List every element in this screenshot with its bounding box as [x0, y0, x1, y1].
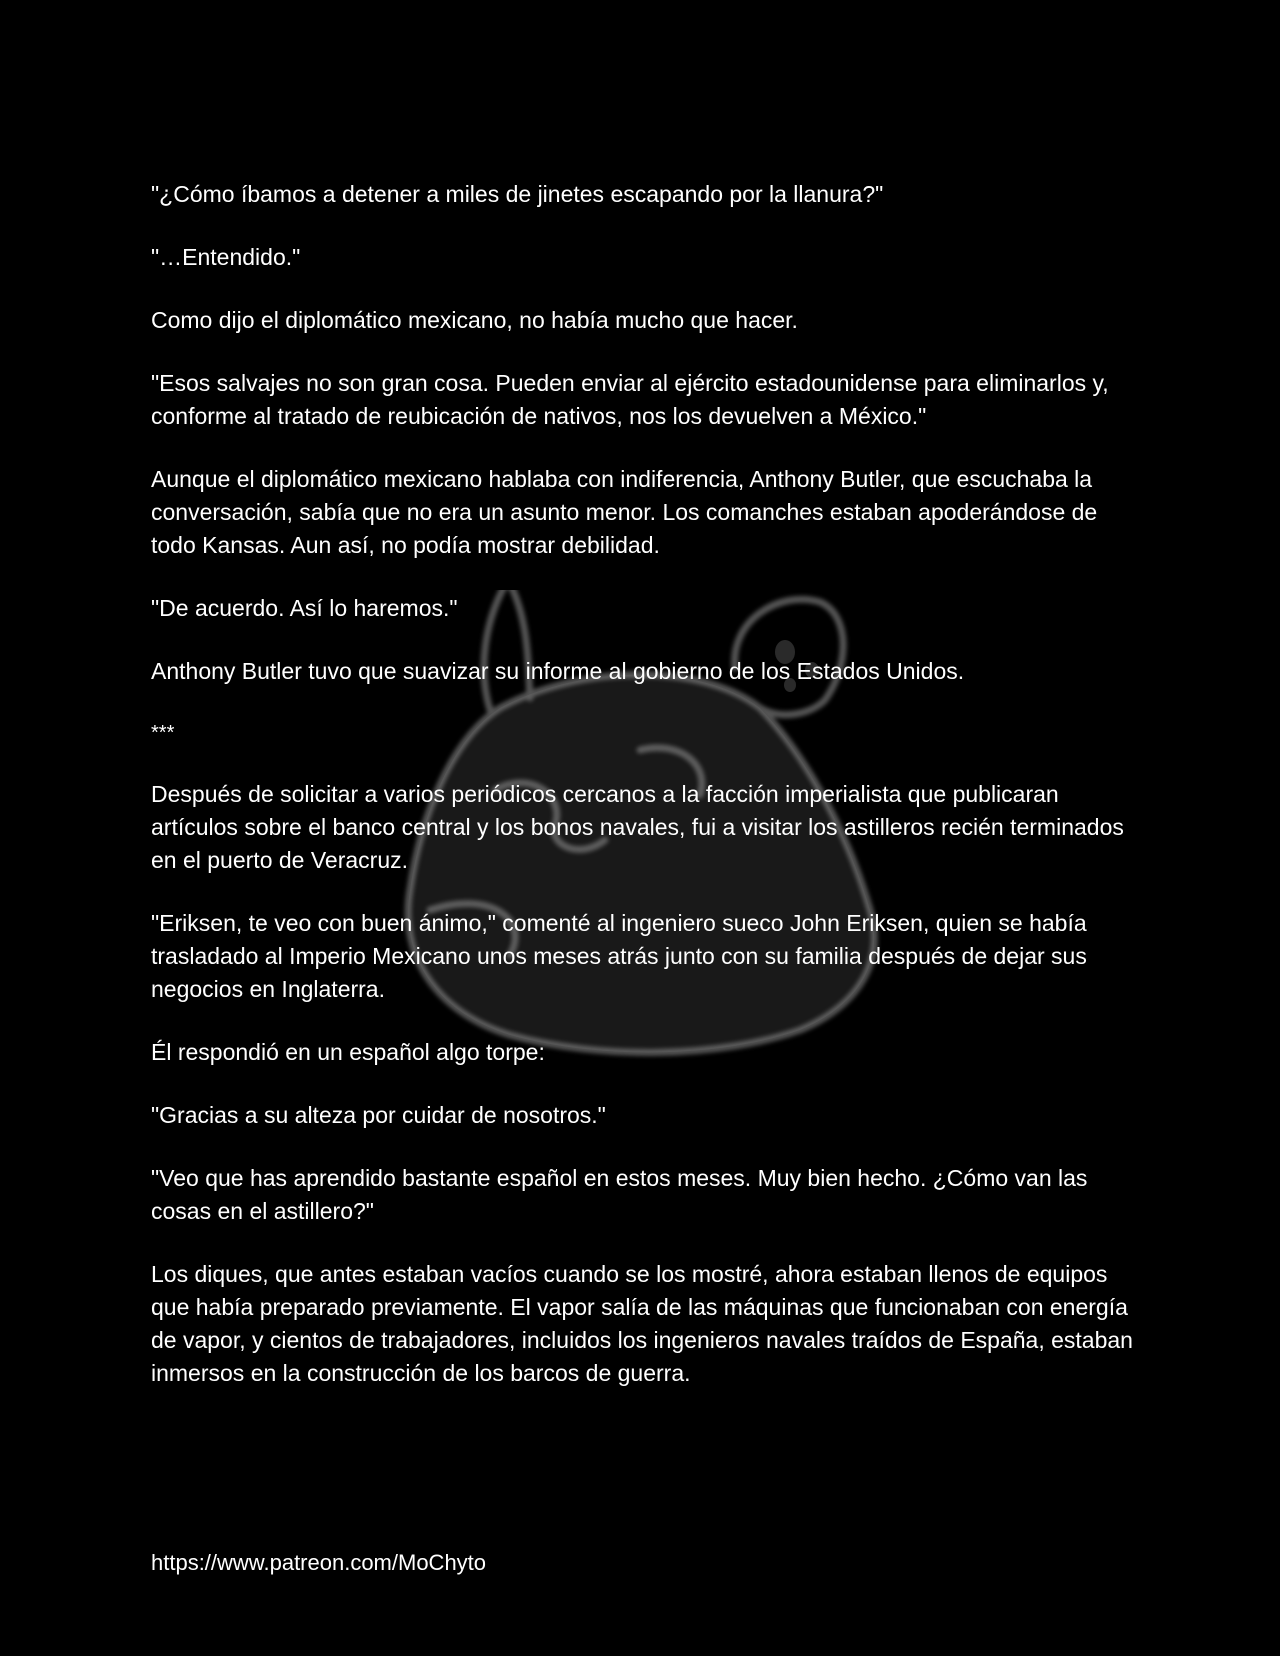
paragraph: "¿Cómo íbamos a detener a miles de jinetes escapando por la llanura?" — [151, 181, 884, 207]
paragraph: Los diques, que antes estaban vacíos cuando se los mostré, ahora estaban llenos de equipos que había preparado previamente. El vapor salía de las máquinas que funcionaban con energía de vapor, y cientos de trabajadores, incluidos los ingenieros navales traídos de España, estaban inmersos en la construcción de los barcos de guerra. — [151, 1261, 1133, 1386]
patreon-link[interactable]: https://www.patreon.com/MoChyto — [151, 1550, 487, 1575]
paragraph: Él respondió en un español algo torpe: — [151, 1039, 545, 1065]
paragraph: "De acuerdo. Así lo haremos." — [151, 595, 458, 621]
paragraph: Como dijo el diplomático mexicano, no había mucho que hacer. — [151, 307, 798, 333]
paragraph: "Veo que has aprendido bastante español en estos meses. Muy bien hecho. ¿Cómo van las cosas en el astillero?" — [151, 1165, 1088, 1224]
paragraph: Aunque el diplomático mexicano hablaba con indiferencia, Anthony Butler, que escuchaba la conversación, sabía que no era un asunto menor. Los comanches estaban apoderándose de todo Kansas. Aun así, no podía mostrar debilidad. — [151, 466, 1098, 558]
paragraph: "Eriksen, te veo con buen ánimo," comenté al ingeniero sueco John Eriksen, quien se había trasladado al Imperio Mexicano unos meses atrás junto con su familia después de dejar sus negocios en Inglaterra. — [151, 910, 1087, 1002]
paragraph: "Gracias a su alteza por cuidar de nosotros." — [151, 1102, 606, 1128]
chapter-text — [151, 178, 1141, 1420]
paragraph: "…Entendido." — [151, 244, 301, 270]
paragraph: Después de solicitar a varios periódicos cercanos a la facción imperialista que publicaran artículos sobre el banco central y los bonos navales, fui a visitar los astilleros recién terminados en el puerto de Veracruz. — [151, 781, 1124, 873]
paragraph: "Esos salvajes no son gran cosa. Pueden enviar al ejército estadounidense para eliminarlos y, conforme al tratado de reubicación de nativos, nos los devuelven a México." — [151, 370, 1109, 429]
paragraph: Anthony Butler tuvo que suavizar su informe al gobierno de los Estados Unidos. — [151, 658, 965, 684]
scene-separator: *** — [151, 722, 175, 744]
